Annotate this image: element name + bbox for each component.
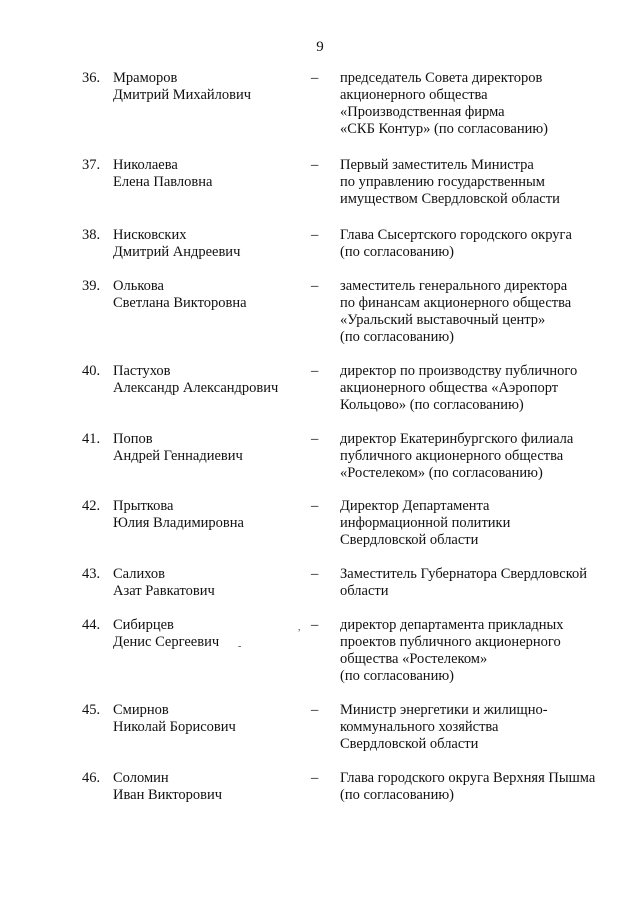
surname: Смирнов	[113, 702, 169, 718]
scan-speck: ,	[298, 622, 301, 633]
member-position	[340, 278, 571, 346]
given-names: Денис Сергеевич	[113, 634, 220, 650]
surname: Олькова	[113, 278, 164, 294]
position-line: «Уральский выставочный центр»	[340, 312, 546, 328]
dash: –	[311, 566, 319, 582]
position-line: Министр энергетики и жилищно-	[340, 702, 548, 718]
position-line: директор департамента прикладных	[340, 617, 564, 633]
position-line: директор по производству публичного	[340, 363, 578, 379]
member-name	[113, 278, 247, 312]
surname: Пастухов	[113, 363, 171, 379]
given-names: Иван Викторович	[113, 787, 223, 803]
entry-number: 38.	[82, 227, 101, 243]
entry-number: 46.	[82, 770, 101, 786]
position-line: по финансам акционерного общества	[340, 295, 572, 311]
position-line: Директор Департамента	[340, 498, 490, 514]
member-position	[340, 431, 573, 482]
position-line: (по согласованию)	[340, 787, 454, 803]
member-position	[340, 702, 548, 753]
member-name	[113, 617, 219, 651]
member-name	[113, 157, 212, 191]
given-names: Юлия Владимировна	[113, 515, 244, 531]
position-line: председатель Совета директоров	[340, 70, 543, 86]
member-name	[113, 363, 278, 397]
position-line: по управлению государственным	[340, 174, 545, 190]
entry-number: 36.	[82, 70, 101, 86]
given-names: Николай Борисович	[113, 719, 236, 735]
dash: –	[311, 498, 319, 514]
dash: –	[311, 70, 319, 86]
surname: Нисковских	[113, 227, 187, 243]
given-names: Дмитрий Андреевич	[113, 244, 241, 260]
position-line: Кольцово» (по согласованию)	[340, 397, 524, 413]
position-line: (по согласованию)	[340, 329, 454, 345]
surname: Попов	[113, 431, 153, 447]
given-names: Дмитрий Михайлович	[113, 87, 252, 103]
entry-number: 45.	[82, 702, 101, 718]
member-name	[113, 566, 215, 600]
surname: Прыткова	[113, 498, 174, 514]
entry-number: 42.	[82, 498, 101, 514]
entry-number: 37.	[82, 157, 101, 173]
given-names: Елена Павловна	[113, 174, 213, 190]
member-position	[340, 498, 510, 549]
position-line: Глава городского округа Верхняя Пышма	[340, 770, 596, 786]
page-number: 9	[316, 39, 324, 55]
position-line: заместитель генерального директора	[340, 278, 568, 294]
position-line: коммунального хозяйства	[340, 719, 499, 735]
position-line: общества «Ростелеком»	[340, 651, 488, 667]
given-names: Азат Равкатович	[113, 583, 215, 599]
position-line: акционерного общества «Аэропорт	[340, 380, 559, 396]
member-position	[340, 566, 587, 600]
position-line: проектов публичного акционерного	[340, 634, 561, 650]
position-line: Свердловской области	[340, 532, 479, 548]
position-line: Заместитель Губернатора Свердловской	[340, 566, 588, 582]
position-line: Первый заместитель Министра	[340, 157, 534, 173]
member-name	[113, 702, 236, 736]
member-position	[340, 70, 548, 138]
entry-number: 39.	[82, 278, 101, 294]
surname: Салихов	[113, 566, 166, 582]
dash: –	[311, 278, 319, 294]
position-line: области	[340, 583, 389, 599]
entry-number: 41.	[82, 431, 101, 447]
member-position	[340, 227, 572, 261]
dash: –	[311, 431, 319, 447]
member-name	[113, 498, 244, 532]
dash: –	[311, 770, 319, 786]
dash: –	[311, 617, 319, 633]
dash: –	[311, 363, 319, 379]
dash: –	[311, 227, 319, 243]
position-line: информационной политики	[340, 515, 511, 531]
given-names: Светлана Викторовна	[113, 295, 247, 311]
surname: Николаева	[113, 157, 178, 173]
position-line: публичного акционерного общества	[340, 448, 564, 464]
position-line: (по согласованию)	[340, 668, 454, 684]
member-position	[340, 770, 595, 804]
member-position	[340, 157, 560, 208]
position-line: (по согласованию)	[340, 244, 454, 260]
position-line: директор Екатеринбургского филиала	[340, 431, 574, 447]
position-line: Глава Сысертского городского округа	[340, 227, 572, 243]
position-line: «СКБ Контур» (по согласованию)	[340, 121, 549, 137]
position-line: имуществом Свердловской области	[340, 191, 560, 207]
surname: Сибирцев	[113, 617, 174, 633]
member-name	[113, 227, 240, 261]
dash: –	[311, 702, 319, 718]
position-line: «Ростелеком» (по согласованию)	[340, 465, 543, 481]
given-names: Андрей Геннадиевич	[113, 448, 243, 464]
position-line: акционерного общества	[340, 87, 488, 103]
member-position	[340, 363, 577, 414]
position-line: «Производственная фирма	[340, 104, 505, 120]
member-position	[340, 617, 564, 685]
surname: Мраморов	[113, 70, 178, 86]
member-name	[113, 770, 222, 804]
member-name	[113, 70, 251, 104]
surname: Соломин	[113, 770, 169, 786]
member-name	[113, 431, 243, 465]
given-names: Александр Александрович	[113, 380, 279, 396]
entry-number: 43.	[82, 566, 101, 582]
entry-number: 40.	[82, 363, 101, 379]
dash: –	[311, 157, 319, 173]
entry-number: 44.	[82, 617, 101, 633]
scan-speck: -	[238, 641, 242, 652]
position-line: Свердловской области	[340, 736, 479, 752]
